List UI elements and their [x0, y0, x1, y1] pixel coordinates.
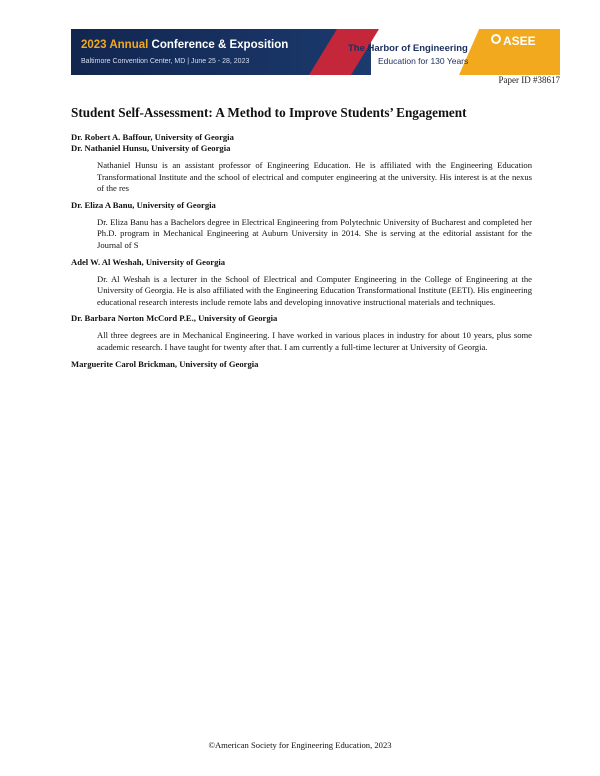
- tagline-line-2: Education for 130 Years: [378, 56, 469, 66]
- conference-year-label: 2023 Annual: [81, 39, 149, 51]
- author-bio: All three degrees are in Mechanical Engineering. I have worked in various places in industry for about 10 years, plus some academic research. I have taught for twenty after that. I am currently a full-time lecturer at University of Georgia.: [97, 330, 532, 352]
- author-bio: Nathaniel Hunsu is an assistant professor of Engineering Education. He is affiliated with the Engineering Education Transformational Institute and the school of electrical and computer engineering at the university. His interest is at the nexus of the res: [97, 160, 532, 194]
- paper-title: Student Self-Assessment: A Method to Improve Students’ Engagement: [71, 105, 467, 120]
- conference-banner: [71, 29, 560, 75]
- asee-logo: [491, 34, 536, 48]
- conference-title-rest: Conference & Exposition: [151, 39, 289, 51]
- copyright-footer: ©American Society for Engineering Education, 2023: [208, 740, 392, 750]
- author-bio: Dr. Al Weshah is a lecturer in the School of Electrical and Computer Engineering in the College of Engineering at the University of Georgia. He is also affiliated with the Engineering Education Transformational Institute (EETI). His engineering educational research interests include remote labs and developing innovative instructional materials and techniques.: [97, 273, 532, 307]
- author-name: Dr. Eliza A Banu, University of Georgia: [71, 199, 216, 210]
- paper-id: Paper ID #38617: [498, 75, 560, 85]
- author-list: [71, 132, 532, 370]
- tagline-line-1: The Harbor of Engineering: [348, 43, 468, 54]
- asee-logo-icon: [491, 34, 501, 44]
- author-name: Dr. Nathaniel Hunsu, University of Georgia: [71, 143, 231, 153]
- author-bio: Dr. Eliza Banu has a Bachelors degree in Electrical Engineering from Polytechnic University of Bucharest and completed her Ph.D. program in Mechanical Engineering at Auburn University in 2014. She is serving at the editorial assistant for the Journal of S: [97, 216, 532, 250]
- author-name: Marguerite Carol Brickman, University of Georgia: [71, 358, 259, 369]
- conference-title: [81, 39, 288, 51]
- author-name: Dr. Robert A. Baffour, University of Georgia: [71, 132, 234, 142]
- asee-logo-text: ASEE: [503, 34, 536, 48]
- conference-subtitle: Baltimore Convention Center, MD | June 25 - 28, 2023: [81, 58, 250, 65]
- author-name: Adel W. Al Weshah, University of Georgia: [71, 256, 226, 267]
- author-name: Dr. Barbara Norton McCord P.E., University of Georgia: [71, 313, 278, 324]
